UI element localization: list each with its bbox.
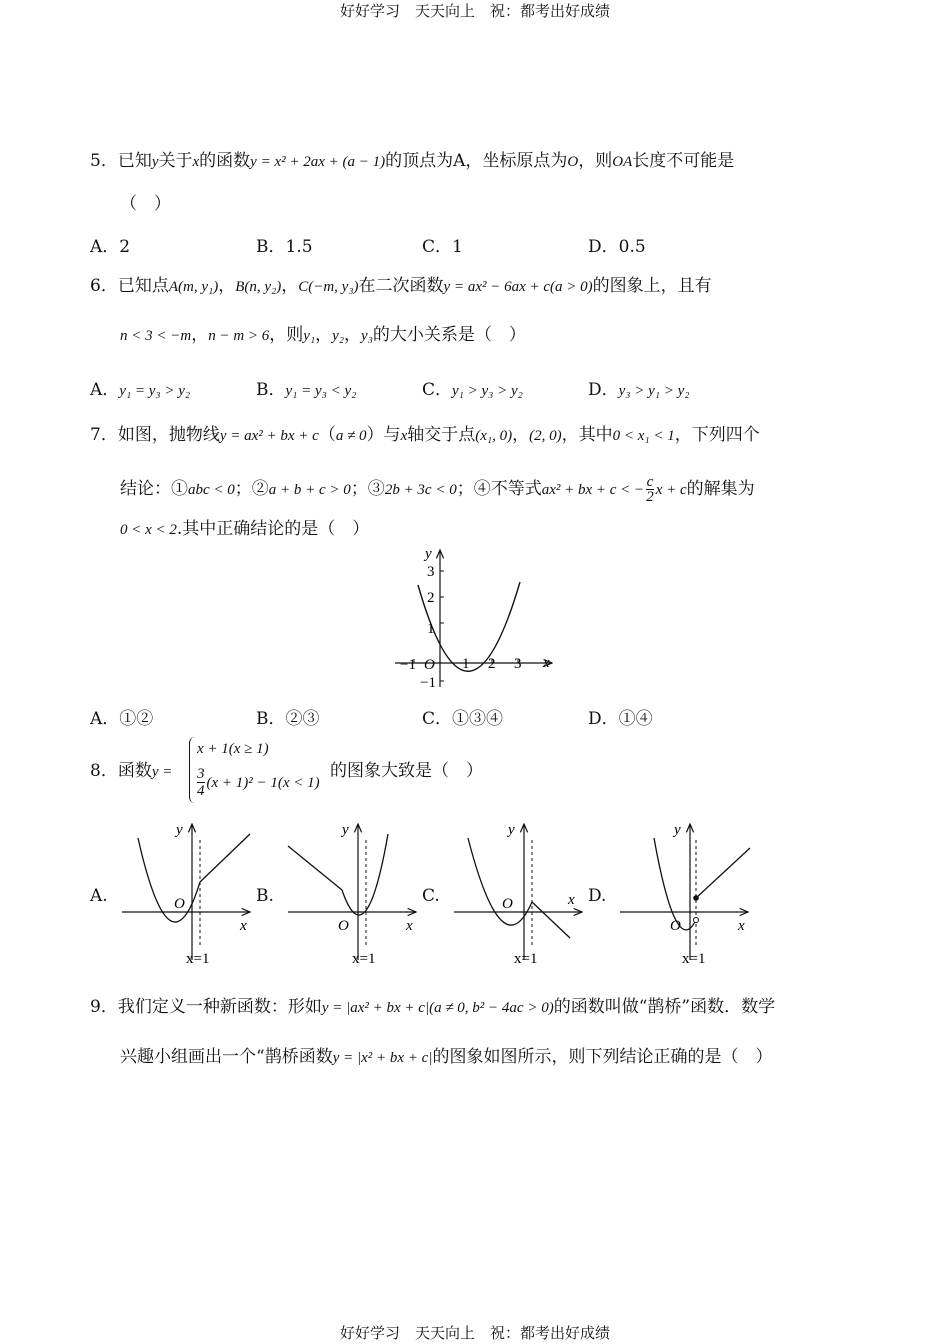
q8-graph-b[interactable] xyxy=(286,820,426,965)
q8-option-c-label[interactable]: C. xyxy=(422,886,440,906)
q7-var-x: x xyxy=(400,428,408,444)
option-value: 1 xyxy=(452,237,463,257)
q6-y2: y₂ xyxy=(332,328,345,344)
q5-text: 已知 xyxy=(117,151,152,171)
asymptote-label: x=1 xyxy=(186,951,210,965)
q5-text: 的顶点为A，坐标原点为 xyxy=(385,151,568,171)
q9-text: 的图象如图所示，则下列结论正确的是（ ） xyxy=(432,1047,773,1067)
case-text: x + 1(x ≥ 1) xyxy=(197,741,269,757)
q7-line2 xyxy=(120,474,755,505)
q7-text: .其中正确结论的是（ ） xyxy=(176,519,370,539)
ray-right xyxy=(532,902,570,938)
q7-text: 的解集为 xyxy=(686,479,755,499)
q6-option-d[interactable] xyxy=(588,375,690,400)
option-label: C． xyxy=(422,380,453,400)
fraction-denominator: 4 xyxy=(197,783,205,799)
q5-text: 关于 xyxy=(158,151,193,171)
q7-text: 轴交于点 xyxy=(407,425,476,445)
q6-text: ， xyxy=(191,325,209,345)
q9-line1 xyxy=(90,996,775,1019)
option-value: ①④ xyxy=(618,709,653,729)
q7-text: ，其中 xyxy=(561,425,613,445)
option-label: D． xyxy=(588,380,619,400)
fraction-numerator: 3 xyxy=(197,766,205,782)
q6-text: 的图象上，且有 xyxy=(592,276,712,296)
q7-option-b[interactable] xyxy=(256,704,320,729)
y-label: y xyxy=(674,822,681,838)
q5-text: 长度不可能是 xyxy=(632,151,735,171)
q6-text: ， xyxy=(218,276,236,296)
q6-option-b[interactable] xyxy=(256,375,356,400)
option-label: C． xyxy=(422,237,453,257)
q7-point2: (2, 0) xyxy=(529,428,562,444)
curve-right xyxy=(342,834,388,915)
q5-origin: O xyxy=(567,154,579,170)
q6-y3: y₃ xyxy=(361,328,373,344)
q7-point1: (x₁, 0) xyxy=(475,428,513,444)
option-value: y₃ > y₁ > y₂ xyxy=(618,383,690,399)
x-tick-label: 1 xyxy=(462,656,470,672)
option-label: D． xyxy=(588,237,619,257)
option-value: y₁ = y₃ < y₂ xyxy=(285,383,357,399)
y-tick-label: 2 xyxy=(427,590,435,606)
page-header: 好好学习 天天向上 祝：都考出好成绩 xyxy=(339,2,610,20)
option-value: y₁ > y₃ > y₂ xyxy=(452,383,523,399)
q5-expression: y = x² + 2ax + (a − 1) xyxy=(250,154,386,170)
q6-cond2: n − m > 6 xyxy=(208,328,270,344)
q9-line2 xyxy=(120,1046,772,1069)
q7-line3 xyxy=(120,518,369,541)
option-value: ②③ xyxy=(285,709,320,729)
q6-line1 xyxy=(90,275,712,298)
q7-range: 0 < x₁ < 1 xyxy=(612,428,675,444)
q9-text: 我们定义一种新函数：形如 xyxy=(117,997,322,1017)
q8-option-b-label[interactable]: B. xyxy=(256,886,274,906)
q5-text: 的函数 xyxy=(199,151,251,171)
y-label: y xyxy=(508,822,515,838)
q9-number: 9． xyxy=(90,997,118,1017)
q5-option-d[interactable] xyxy=(588,232,646,257)
x-tick-label: 3 xyxy=(514,656,522,672)
q7-claim4: ax² + bx + c < − xyxy=(541,482,645,498)
q5-line1 xyxy=(90,150,734,173)
q8-number: 8． xyxy=(90,761,118,781)
option-label: A． xyxy=(90,709,120,729)
q6-text: ，则 xyxy=(269,325,304,345)
q7-claim3: 2b + 3c < 0 xyxy=(384,482,457,498)
asymptote-label: x=1 xyxy=(514,951,538,965)
x-tick-label: 2 xyxy=(488,656,496,672)
y-tick-label: 1 xyxy=(427,621,435,637)
q8-line1 xyxy=(90,760,172,783)
q6-option-a[interactable] xyxy=(90,375,190,400)
q6-point-c: C(−m, y₃) xyxy=(298,279,359,295)
origin-label: O xyxy=(174,896,185,912)
x-label: x xyxy=(568,892,575,908)
q6-text: 已知点 xyxy=(117,276,169,296)
q5-paren: （ ） xyxy=(120,194,171,214)
ray-right xyxy=(696,848,750,898)
q7-condition: a ≠ 0 xyxy=(335,428,367,444)
origin-label: O xyxy=(502,896,513,912)
fraction-denominator: 2 xyxy=(646,489,654,505)
q9-text: 的函数叫做“鹊桥”函数．数学 xyxy=(553,997,776,1017)
q8-graph-c[interactable] xyxy=(452,820,592,965)
q7-parabola-graph xyxy=(390,545,560,695)
q6-option-c[interactable] xyxy=(422,375,523,400)
origin-label: O xyxy=(424,657,435,673)
ray-left xyxy=(288,846,342,890)
x-label: x xyxy=(406,918,413,934)
q7-text: 如图，抛物线 xyxy=(117,425,220,445)
option-label: B． xyxy=(256,237,286,257)
q8-option-a-label[interactable]: A. xyxy=(90,886,108,906)
option-label: C． xyxy=(422,709,453,729)
q6-expression: y = ax² − 6ax + c(a > 0) xyxy=(443,279,593,295)
option-label: B． xyxy=(256,709,286,729)
ray-right xyxy=(200,834,250,882)
q7-text: ，下列四个 xyxy=(674,425,760,445)
x-label: x xyxy=(738,918,745,934)
q7-line1 xyxy=(90,424,760,447)
q9-expression2: y = |x² + bx + c| xyxy=(332,1050,433,1066)
y-axis-label: y xyxy=(425,546,432,562)
q9-condition: (a ≠ 0, b² − 4ac > 0) xyxy=(429,1000,554,1016)
q5-text: ，则 xyxy=(578,151,613,171)
q7-option-a[interactable] xyxy=(90,704,153,729)
q6-text: ， xyxy=(281,276,299,296)
q6-text: 的大小关系是（ ） xyxy=(372,325,526,345)
q7-fraction xyxy=(646,475,654,504)
y-label: y xyxy=(342,822,349,838)
q5-var-x: x xyxy=(192,154,200,170)
q7-text: ， xyxy=(512,425,530,445)
option-value: 1.5 xyxy=(285,237,313,257)
q8-case1 xyxy=(197,737,269,760)
q7-option-d[interactable] xyxy=(588,704,653,729)
q7-number: 7． xyxy=(90,425,118,445)
asymptote-label: x=1 xyxy=(682,951,706,965)
q7-option-c[interactable] xyxy=(422,704,503,729)
option-value: y₁ = y₃ > y₂ xyxy=(119,383,191,399)
q6-cond1: n < 3 < −m xyxy=(120,328,192,344)
q8-coef-fraction xyxy=(197,766,205,799)
q5-option-a[interactable] xyxy=(90,232,130,257)
origin-label: O xyxy=(670,918,681,934)
option-label: A． xyxy=(90,380,120,400)
q7-claim4-rest: x + c xyxy=(655,482,687,498)
q9-expression: y = |ax² + bx + c| xyxy=(321,1000,430,1016)
option-label: A． xyxy=(90,237,120,257)
q8-graph-d[interactable] xyxy=(618,820,758,965)
q8-text-tail: 的图象大致是（ ） xyxy=(330,761,483,781)
q6-y1: y₁ xyxy=(303,328,316,344)
q7-expression: y = ax² + bx + c xyxy=(219,428,319,444)
q6-line2: n < 3 < −m，n − m > 6，则y₁，y₂，y₃的大小关系是（ ） xyxy=(120,325,526,345)
x-tick-label: −1 xyxy=(400,657,416,673)
open-point xyxy=(694,918,699,923)
q7-solution: 0 < x < 2 xyxy=(120,522,177,538)
option-value: 2 xyxy=(119,237,131,257)
q7-text: 结论：① xyxy=(120,479,188,499)
q6-number: 6． xyxy=(90,276,118,296)
q8-graph-a[interactable] xyxy=(120,820,260,965)
q7-text: ；② xyxy=(234,479,269,499)
case-text: (x + 1)² − 1(x < 1) xyxy=(206,775,320,791)
fraction-numerator: c xyxy=(646,474,654,490)
q7-claim2: a + b + c > 0 xyxy=(268,482,351,498)
q5-option-c[interactable] xyxy=(422,232,463,257)
option-value: 0.5 xyxy=(618,237,646,257)
q8-text: 函数 xyxy=(117,761,152,781)
q7-text: ；③ xyxy=(350,479,385,499)
q8-piecewise-brace xyxy=(189,737,196,803)
x-label: x xyxy=(240,918,247,934)
origin-label: O xyxy=(338,918,349,934)
q6-text: 在二次函数 xyxy=(358,276,444,296)
y-tick-label: 3 xyxy=(427,564,435,580)
q5-option-b[interactable] xyxy=(256,232,313,257)
x-axis-label: x xyxy=(543,655,550,671)
q7-text: （ xyxy=(318,425,336,445)
q7-text: ；④不等式 xyxy=(456,479,542,499)
q5-var-y: y xyxy=(151,154,159,170)
q7-text: ）与 xyxy=(366,425,401,445)
q8-lhs: y = xyxy=(151,764,173,780)
y-label: y xyxy=(176,822,183,838)
curve-left xyxy=(138,838,200,922)
q5-segment: OA xyxy=(612,154,633,170)
option-label: D． xyxy=(588,709,619,729)
q9-text: 兴趣小组画出一个“鹊桥函数 xyxy=(120,1047,333,1067)
q7-claim1: abc < 0 xyxy=(188,482,235,498)
q5-number: 5． xyxy=(90,151,118,171)
y-tick-label: −1 xyxy=(420,675,436,691)
q6-point-b: B(n, y₂) xyxy=(235,279,282,295)
option-value: ①③④ xyxy=(452,709,504,729)
q8-case2 xyxy=(197,766,320,799)
option-value: ①② xyxy=(119,709,154,729)
option-label: B． xyxy=(256,380,286,400)
q6-point-a: A(m, y₁) xyxy=(168,279,219,295)
page-footer: 好好学习 天天向上 祝：都考出好成绩 xyxy=(339,1324,610,1342)
asymptote-label: x=1 xyxy=(352,951,376,965)
q8-option-d-label[interactable]: D. xyxy=(588,886,607,906)
